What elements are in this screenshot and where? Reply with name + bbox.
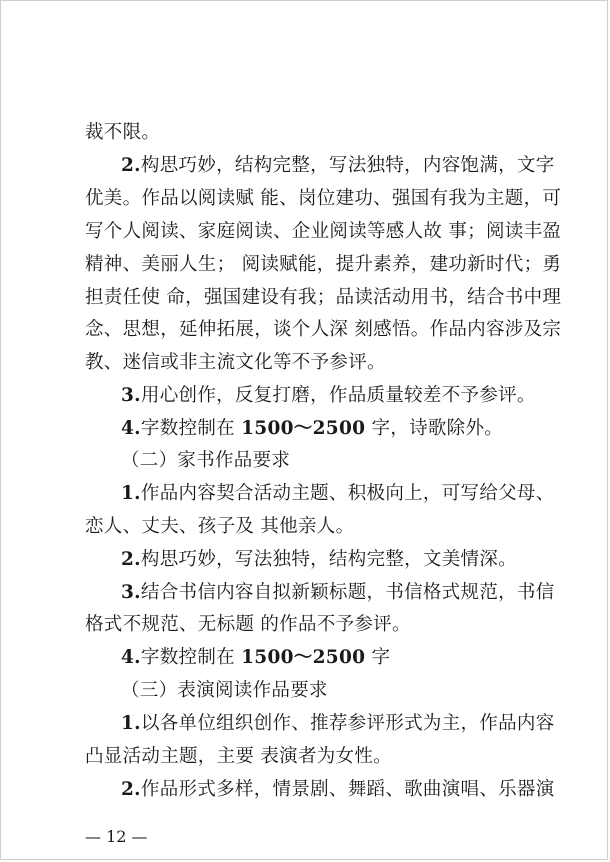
text-line: 3.用心创作，反复打磨，作品质量较差不予参评。	[121, 385, 536, 406]
text-line: 凸显活动主题，主要 表演者为女性。	[85, 746, 392, 767]
text-line: 精神、美丽人生； 阅读赋能，提升素养，建功新时代；勇	[85, 254, 562, 275]
section-heading: （二）家书作品要求	[121, 450, 291, 471]
text-line: 2.构思巧妙，写法独特，结构完整，文美情深。	[121, 549, 517, 570]
text-line: 1.以各单位组织创作、推荐参评形式为主，作品内容	[121, 713, 555, 734]
page-number: — 12 —	[85, 827, 148, 846]
text-line: 念、思想，延伸拓展，谈个人深 刻感悟。作品内容涉及宗	[85, 319, 562, 340]
text-line: 2.构思巧妙，结构完整，写法独特，内容饱满，文字	[121, 155, 555, 176]
text-line: 4.字数控制在 1500～2500 字，诗歌除外。	[121, 418, 504, 439]
text-line: 教、迷信或非主流文化等不予参评。	[85, 352, 386, 373]
text-line: 2.作品形式多样，情景剧、舞蹈、歌曲演唱、乐器演	[121, 779, 555, 800]
text-line: 写个人阅读、家庭阅读、企业阅读等感人故 事；阅读丰盈	[85, 221, 562, 242]
text-line: 格式不规范、无标题 的作品不予参评。	[85, 614, 411, 635]
text-line: 3.结合书信内容自拟新颖标题，书信格式规范，书信	[121, 582, 555, 603]
text-line: 优美。作品以阅读赋 能、岗位建功、强国有我为主题，可	[85, 188, 562, 209]
text-line: 4.字数控制在 1500～2500 字	[121, 647, 391, 668]
text-line: 担责任使 命，强国建设有我；品读活动用书，结合书中理	[85, 287, 562, 308]
text-line: 恋人、丈夫、孩子及 其他亲人。	[85, 516, 355, 537]
text-line: 裁不限。	[85, 122, 161, 143]
text-line: 1.作品内容契合活动主题、积极向上，可写给父母、	[121, 483, 555, 504]
section-heading: （三）表演阅读作品要求	[121, 680, 328, 701]
